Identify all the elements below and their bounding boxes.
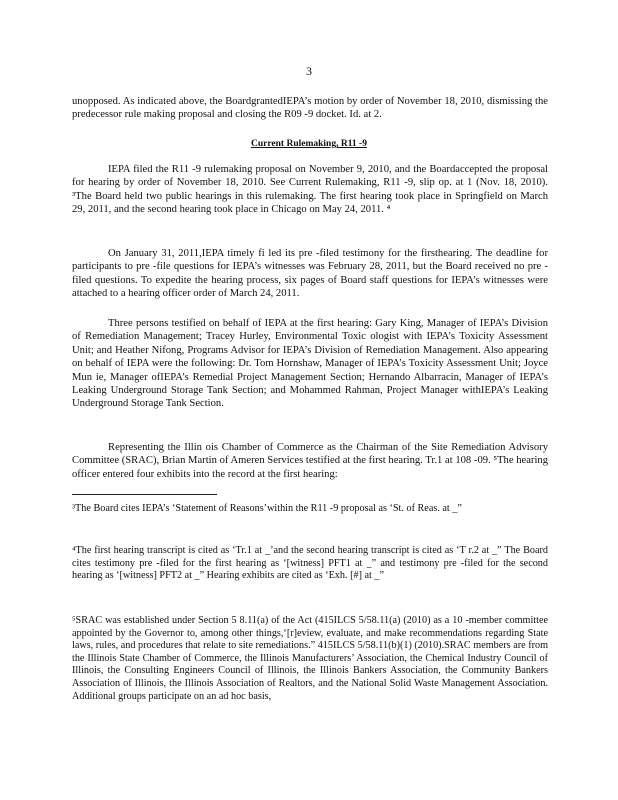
paragraph-3: Three persons testified on behalf of IEPA at the first hearing: Gary King, Manager of IEPA’s Division of Remediation Management; Tracey Hurley, Environmental Toxic ologist with IEPA’s Toxicity Assessment Unit; and Heather Nifong, Programs Advisor for IEPA’s Division of Remediation Management. Also appearing on behalf of IEPA were the following: Dr. Tom Hornshaw, Manager of IEPA’s Toxicity Assessment Unit; Joyce Mun ie, Manager ofIEPA’s Remedial Project Management Section; Hernando Albarracin, Manager of IEPA’s Leaking Underground Storage Tank Section; and Mohammed Rahman, Project Manager withIEPA’s Leaking Underground Storage Tank Section. — [72, 318, 548, 410]
section-heading: Current Rulemaking, R11 -9 — [251, 139, 367, 149]
paragraph-1: IEPA filed the R11 -9 rulemaking proposal on November 9, 2010, and the Boardaccepted the proposal for hearing by order of November 18, 2010. See Current Rulemaking, R11 -9, slip op. at 1 (Nov. 18, 2010). ³The Board held two public hearings in this rulemaking. The first hearing took place in Springfield on March 29, 2011, and the second hearing took place in Chicago on May 24, 2011. ⁴ — [72, 164, 548, 216]
footnote-4: ⁴The first hearing transcript is cited as ‘Tr.1 at _’and the second hearing transcript is cited as ‘T r.2 at _” The Board cites testimony pre -filed for the first hearing as ‘[witness] PFT1 at _” and testimony pre -filed for the second hearing as ‘[witness] PFT2 at _” Hearing exhibits are cited as ‘Exh. [#] at _” — [72, 545, 548, 582]
page-number: 3 — [306, 64, 312, 78]
paragraph-4: Representing the Illin ois Chamber of Commerce as the Chairman of the Site Remediation Advisory Committee (SRAC), Brian Martin of Ameren Services testified at the first hearing. Tr.1 at 108 -09. ⁵The hearing officer entered four exhibits into the record at the first hearing: — [72, 442, 548, 480]
continuation-text: unopposed. As indicated above, the BoardgrantedIEPA’s motion by order of November 18, 2010, dismissing the predecessor rule making proposal and closing the R09 -9 docket. Id. at 2. — [72, 96, 548, 121]
footnote-divider — [72, 494, 217, 495]
continuation-paragraph — [72, 95, 548, 122]
footnote-5: ⁵SRAC was established under Section 5 8.11(a) of the Act (415ILCS 5/58.11(a) (2010) as a 10 -member committee appointed by the Governor to, among other things,‘[r]eview, evaluate, and make recommendations regarding State laws, rules, and procedures that relate to site remediations.” 415ILCS 5/58.11(b)(1) (2010).SRAC members are from the Illinois State Chamber of Commerce, the Illinois Manufacturers’ Association, the Chemical Industry Council of Illinois, the Consulting Engineers Council of Illinois, the Illinois Bankers Association, the Community Bankers Association of Illinois, the Illinois Association of Realtors, and the National Solid Waste Management Association. Additional groups participate on an ad hoc basis, — [72, 615, 548, 702]
footnote-3: ³The Board cites IEPA’s ‘Statement of Reasons’within the R11 -9 proposal as ‘St. of Reas. at _” — [72, 503, 462, 514]
paragraph-2: On January 31, 2011,IEPA timely fi led its pre -filed testimony for the firsthearing. The deadline for participants to pre -file questions for IEPA’s witnesses was February 28, 2011, but the Board received no pre -filed questions. To expedite the hearing process, six pages of Board staff questions for IEPA’s witnesses were attached to a hearing officer order of March 24, 2011. — [72, 248, 548, 300]
